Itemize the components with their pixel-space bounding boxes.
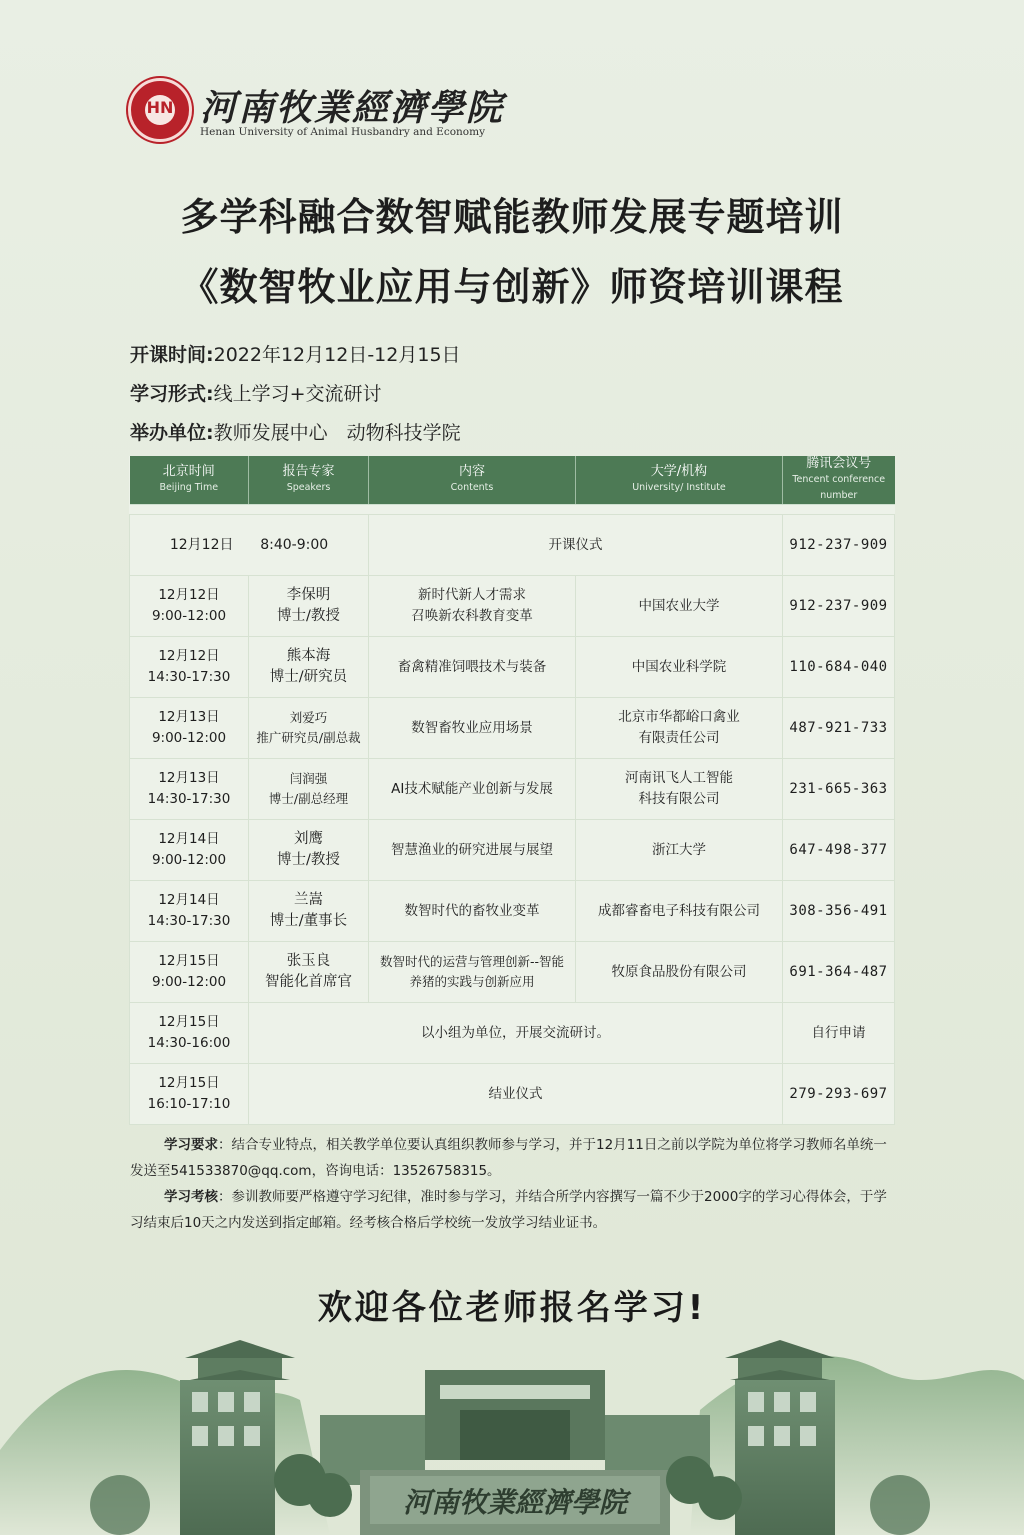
assessment-text: ：参训教师要严格遵守学习纪律，准时参与学习，并结合所学内容撰写一篇不少于2000字的学习心得体会，于学习结束后10天之内发送到指定邮箱。经考核合格后学校统一发放学习结业证书。 [130,1189,887,1231]
table-row-discussion [130,1003,895,1064]
info-form [130,379,382,406]
table-row [130,759,895,820]
row-meeting: 231-665-363 [783,759,895,820]
header-speakers: 报告专家 Speakers [249,456,369,505]
opening-meeting: 912-237-909 [783,515,895,576]
row-content: 数智时代的畜牧业变革 [369,881,576,942]
row-speaker: 李保明 博士/教授 [249,576,369,637]
row-content: 智慧渔业的研究进展与展望 [369,820,576,881]
row-speaker: 熊本海 博士/研究员 [249,637,369,698]
requirement-label: 学习要求 [164,1137,218,1153]
row-institute: 牧原食品股份有限公司 [576,942,783,1003]
row-institute: 浙江大学 [576,820,783,881]
row-content: 数智畜牧业应用场景 [369,698,576,759]
table-row [130,637,895,698]
right-tower-icon [725,1340,835,1535]
row-institute: 中国农业科学院 [576,637,783,698]
info-time-label: 开课时间: [130,344,214,366]
logo-english-name: Henan University of Animal Husbandry and Economy [200,126,486,138]
row-meeting: 308-356-491 [783,881,895,942]
closing-datetime: 12月15日 16:10-17:10 [130,1064,249,1125]
row-datetime: 12月12日 14:30-17:30 [130,637,249,698]
header-institute: 大学/机构 University/ Institute [576,456,783,505]
discussion-meeting: 自行申请 [783,1003,895,1064]
row-content: 新时代新人才需求 召唤新农科教育变革 [369,576,576,637]
schedule-table [129,456,895,1125]
opening-datetime: 12月12日 8:40-9:00 [130,515,369,576]
info-time [130,340,461,367]
row-content: 畜禽精准饲喂技术与装备 [369,637,576,698]
row-institute: 成都睿畜电子科技有限公司 [576,881,783,942]
closing-content: 结业仪式 [249,1064,783,1125]
row-institute: 北京市华都峪口禽业 有限责任公司 [576,698,783,759]
discussion-datetime: 12月15日 14:30-16:00 [130,1003,249,1064]
row-datetime: 12月14日 9:00-12:00 [130,820,249,881]
discussion-content: 以小组为单位，开展交流研讨。 [249,1003,783,1064]
header-contents: 内容 Contents [369,456,576,505]
row-datetime: 12月15日 9:00-12:00 [130,942,249,1003]
info-form-value: 线上学习+交流研讨 [213,383,382,405]
row-datetime: 12月12日 9:00-12:00 [130,576,249,637]
study-requirement [130,1132,896,1184]
table-row-closing [130,1064,895,1125]
info-time-value: 2022年12月12日-12月15日 [213,344,461,366]
row-content: AI技术赋能产业创新与发展 [369,759,576,820]
university-logo [128,78,548,148]
row-speaker: 张玉良 智能化首席官 [249,942,369,1003]
row-speaker: 兰嵩 博士/董事长 [249,881,369,942]
row-speaker: 闫润强 博士/副总经理 [249,759,369,820]
row-meeting: 912-237-909 [783,576,895,637]
table-row [130,576,895,637]
table-header-row [130,456,895,505]
header-meeting: 腾讯会议号 Tencent conference number [783,456,895,505]
row-institute: 中国农业大学 [576,576,783,637]
row-meeting: 647-498-377 [783,820,895,881]
opening-content: 开课仪式 [369,515,783,576]
main-building-icon [320,1370,710,1485]
campus-gate-illustration [0,1330,1024,1535]
closing-meeting: 279-293-697 [783,1064,895,1125]
info-form-label: 学习形式: [130,383,214,405]
university-seal-icon [128,78,192,142]
assessment-label: 学习考核 [164,1189,218,1205]
welcome-slogan: 欢迎各位老师报名学习! [317,1288,707,1328]
row-meeting: 110-684-040 [783,637,895,698]
main-title: 多学科融合数智赋能教师发展专题培训 [180,195,844,239]
row-institute: 河南讯飞人工智能 科技有限公司 [576,759,783,820]
header-time: 北京时间 Beijing Time [130,456,249,505]
study-assessment [130,1184,896,1236]
row-meeting: 487-921-733 [783,698,895,759]
row-datetime: 12月13日 9:00-12:00 [130,698,249,759]
row-content: 数智时代的运营与管理创新--智能 养猪的实践与创新应用 [369,942,576,1003]
logo-chinese-name: 河南牧業經濟學院 [200,87,505,129]
row-datetime: 12月14日 14:30-17:30 [130,881,249,942]
sub-title: 《数智牧业应用与创新》师资培训课程 [180,265,844,309]
table-row [130,698,895,759]
table-row [130,942,895,1003]
mountains-left [0,1370,330,1535]
info-host-value: 教师发展中心 动物科技学院 [213,422,461,444]
row-datetime: 12月13日 14:30-17:30 [130,759,249,820]
row-meeting: 691-364-487 [783,942,895,1003]
table-row [130,881,895,942]
requirement-text: ：结合专业特点，相关教学单位要认真组织教师参与学习，并于12月11日之前以学院为单位将学习教师名单统一发送至541533870@qq.com，咨询电话：13526758315。 [130,1137,887,1179]
info-host [130,418,461,445]
info-host-label: 举办单位: [130,422,214,444]
row-speaker: 刘鹰 博士/教授 [249,820,369,881]
row-speaker: 刘爱巧 推广研究员/副总裁 [249,698,369,759]
table-row [130,820,895,881]
table-row-opening [130,515,895,576]
seal-glyph: HN [146,98,174,117]
gate-sign-text: 河南牧業經濟學院 [402,1486,628,1519]
